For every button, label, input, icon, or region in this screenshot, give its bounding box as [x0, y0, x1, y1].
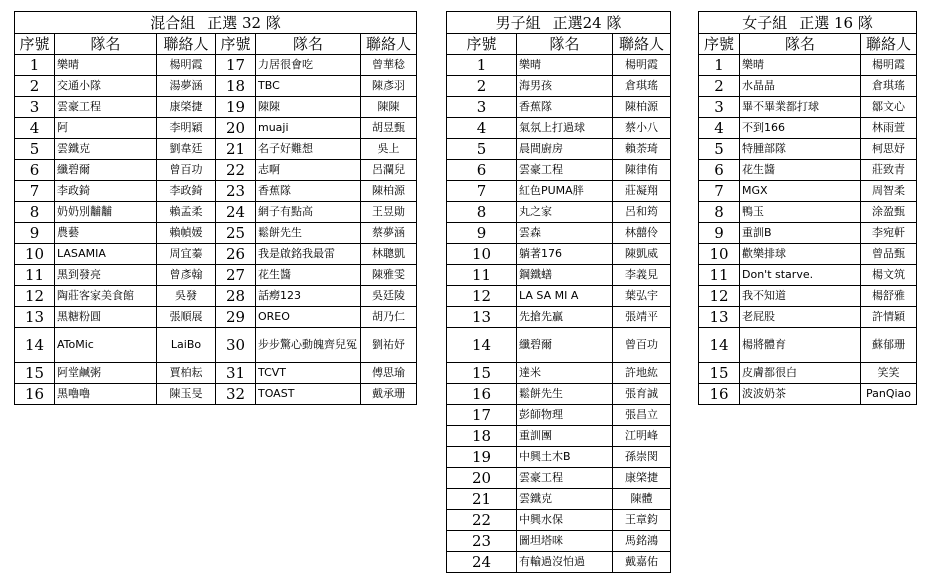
seq-cell: 6	[699, 160, 740, 181]
seq-cell: 23	[447, 531, 517, 552]
men-group-table	[446, 11, 671, 573]
seq-cell: 28	[216, 286, 256, 307]
seq-cell: 13	[699, 307, 740, 328]
team-name-cell: 雲鐵克	[517, 489, 613, 510]
header-seq: 序號	[447, 34, 517, 55]
seq-cell: 14	[699, 328, 740, 363]
table-row	[699, 97, 917, 118]
seq-cell: 20	[447, 468, 517, 489]
table-row	[447, 118, 671, 139]
table-row	[699, 55, 917, 76]
team-name-cell: 黑到發亮	[55, 265, 157, 286]
contact-cell: 陳玉旻	[157, 384, 216, 405]
team-name-cell: 樂晴	[740, 55, 861, 76]
contact-cell: 楊明霞	[861, 55, 917, 76]
seq-cell: 9	[447, 223, 517, 244]
table-row	[447, 139, 671, 160]
header-contact: 聯絡人	[613, 34, 671, 55]
team-name-cell: 阿堂鹹粥	[55, 363, 157, 384]
contact-cell: 周宜蓁	[157, 244, 216, 265]
contact-cell: 柯思妤	[861, 139, 917, 160]
contact-cell: 林雨萱	[861, 118, 917, 139]
contact-cell: 許地紘	[613, 363, 671, 384]
contact-cell: 賴荼琦	[613, 139, 671, 160]
contact-cell: 戴承珊	[361, 384, 417, 405]
seq-cell: 19	[447, 447, 517, 468]
team-name-cell: 陳陳	[256, 97, 361, 118]
seq-cell: 2	[15, 76, 55, 97]
contact-cell: 吳發	[157, 286, 216, 307]
contact-cell: 王昱勛	[361, 202, 417, 223]
contact-cell: 莊凝翔	[613, 181, 671, 202]
table-row	[447, 76, 671, 97]
seq-cell: 15	[447, 363, 517, 384]
seq-cell: 11	[15, 265, 55, 286]
seq-cell: 17	[216, 55, 256, 76]
seq-cell: 12	[699, 286, 740, 307]
team-name-cell: 重訓團	[517, 426, 613, 447]
contact-cell: 李明穎	[157, 118, 216, 139]
contact-cell: 蔡小八	[613, 118, 671, 139]
contact-cell: 戴嘉佑	[613, 552, 671, 573]
team-name-cell: 力居很會吃	[256, 55, 361, 76]
team-name-cell: 樂晴	[517, 55, 613, 76]
contact-cell: 湯夢涵	[157, 76, 216, 97]
seq-cell: 25	[216, 223, 256, 244]
team-name-cell: 纖碧爾	[517, 328, 613, 363]
team-name-cell: 志啊	[256, 160, 361, 181]
table-row	[699, 363, 917, 384]
team-name-cell: 海男孩	[517, 76, 613, 97]
contact-cell: 賴幀媛	[157, 223, 216, 244]
team-name-cell: 圖坦塔咪	[517, 531, 613, 552]
seq-cell: 1	[447, 55, 517, 76]
table-row	[15, 97, 417, 118]
team-name-cell: 雲森	[517, 223, 613, 244]
team-name-cell: 特腫部隊	[740, 139, 861, 160]
table-row	[447, 223, 671, 244]
team-name-cell: 彭師物理	[517, 405, 613, 426]
table-row	[699, 181, 917, 202]
seq-cell: 14	[15, 328, 55, 363]
seq-cell: 13	[447, 307, 517, 328]
team-name-cell: 名子好難想	[256, 139, 361, 160]
table-row	[447, 55, 671, 76]
team-name-cell: 李政錡	[55, 181, 157, 202]
contact-cell: 曾百功	[157, 160, 216, 181]
seq-cell: 1	[15, 55, 55, 76]
team-name-cell: 雲豪工程	[55, 97, 157, 118]
seq-cell: 10	[447, 244, 517, 265]
team-name-cell: 鴨玉	[740, 202, 861, 223]
team-name-cell: 花生醬	[740, 160, 861, 181]
seq-cell: 9	[15, 223, 55, 244]
contact-cell: 倉琪瑤	[861, 76, 917, 97]
seq-cell: 21	[216, 139, 256, 160]
team-name-cell: 我是啟銘我最雷	[256, 244, 361, 265]
contact-cell: 傅思瑜	[361, 363, 417, 384]
contact-cell: 胡乃仁	[361, 307, 417, 328]
table-row	[447, 552, 671, 573]
contact-cell: PanQiao	[861, 384, 917, 405]
seq-cell: 32	[216, 384, 256, 405]
table-row	[447, 489, 671, 510]
seq-cell: 4	[699, 118, 740, 139]
team-name-cell: 香蕉隊	[517, 97, 613, 118]
header-team: 隊名	[55, 34, 157, 55]
contact-cell: 涂盈甄	[861, 202, 917, 223]
team-name-cell: 鬆餅先生	[256, 223, 361, 244]
seq-cell: 8	[447, 202, 517, 223]
team-name-cell: 雲鐵克	[55, 139, 157, 160]
team-name-cell: 先搶先贏	[517, 307, 613, 328]
seq-cell: 24	[447, 552, 517, 573]
contact-cell: 呂瀾兒	[361, 160, 417, 181]
table-row	[15, 76, 417, 97]
contact-cell: 吳上	[361, 139, 417, 160]
table-row	[15, 202, 417, 223]
contact-cell: 劉韋廷	[157, 139, 216, 160]
team-name-cell: MGX	[740, 181, 861, 202]
team-name-cell: 中興土木B	[517, 447, 613, 468]
team-name-cell: 黑嚕嚕	[55, 384, 157, 405]
contact-cell: 楊明霞	[613, 55, 671, 76]
contact-cell: 馬銘鴻	[613, 531, 671, 552]
table-row	[15, 160, 417, 181]
table-row	[15, 118, 417, 139]
seq-cell: 27	[216, 265, 256, 286]
seq-cell: 13	[15, 307, 55, 328]
men-group-title	[447, 12, 671, 34]
team-name-cell: 波波奶茶	[740, 384, 861, 405]
team-name-cell: 畢不畢業都打球	[740, 97, 861, 118]
seq-cell: 3	[15, 97, 55, 118]
mixed-group-table	[14, 11, 417, 405]
table-row	[447, 286, 671, 307]
seq-cell: 10	[15, 244, 55, 265]
contact-cell: 曾百功	[613, 328, 671, 363]
team-name-cell: 步步驚心動魄齊兒冤	[256, 328, 361, 363]
seq-cell: 18	[447, 426, 517, 447]
men-group-name: 男子組	[495, 13, 541, 32]
contact-cell: 王章鈞	[613, 510, 671, 531]
seq-cell: 3	[447, 97, 517, 118]
team-name-cell: 話癆123	[256, 286, 361, 307]
table-row	[699, 307, 917, 328]
contact-cell: 賈柏耘	[157, 363, 216, 384]
team-name-cell: LA SA MI A	[517, 286, 613, 307]
contact-cell: 陳陳	[361, 97, 417, 118]
team-name-cell: 重訓B	[740, 223, 861, 244]
table-row	[699, 76, 917, 97]
table-row	[699, 139, 917, 160]
contact-cell: 蔡夢涵	[361, 223, 417, 244]
team-name-cell: muaji	[256, 118, 361, 139]
team-name-cell: 中興水保	[517, 510, 613, 531]
team-name-cell: 交通小隊	[55, 76, 157, 97]
team-name-cell: 有輸過沒怕過	[517, 552, 613, 573]
seq-cell: 7	[15, 181, 55, 202]
contact-cell: 葉弘宇	[613, 286, 671, 307]
contact-cell: 笑笑	[861, 363, 917, 384]
team-name-cell: TOAST	[256, 384, 361, 405]
contact-cell: 胡昱甄	[361, 118, 417, 139]
header-seq: 序號	[216, 34, 256, 55]
header-seq: 序號	[699, 34, 740, 55]
team-name-cell: 紅色PUMA胖	[517, 181, 613, 202]
table-row	[15, 55, 417, 76]
table-row	[447, 447, 671, 468]
contact-cell: 張順展	[157, 307, 216, 328]
contact-cell: 蘇郁珊	[861, 328, 917, 363]
seq-cell: 7	[699, 181, 740, 202]
seq-cell: 2	[699, 76, 740, 97]
seq-cell: 5	[447, 139, 517, 160]
header-seq: 序號	[15, 34, 55, 55]
mixed-group-name: 混合組	[150, 13, 196, 32]
contact-cell: 楊明霞	[157, 55, 216, 76]
contact-cell: 孫崇閔	[613, 447, 671, 468]
header-team: 隊名	[517, 34, 613, 55]
contact-cell: 李宛軒	[861, 223, 917, 244]
team-name-cell: LASAMIA	[55, 244, 157, 265]
contact-cell: 呂和筠	[613, 202, 671, 223]
contact-cell: 曾彥翰	[157, 265, 216, 286]
team-name-cell: 水晶晶	[740, 76, 861, 97]
team-name-cell: 我不知道	[740, 286, 861, 307]
contact-cell: 陳雅雯	[361, 265, 417, 286]
seq-cell: 20	[216, 118, 256, 139]
team-name-cell: 氣氛上打過球	[517, 118, 613, 139]
seq-cell: 5	[699, 139, 740, 160]
team-name-cell: 雲豪工程	[517, 468, 613, 489]
team-name-cell: 鬆餅先生	[517, 384, 613, 405]
seq-cell: 9	[699, 223, 740, 244]
team-name-cell: 網子有點高	[256, 202, 361, 223]
table-row	[699, 244, 917, 265]
seq-cell: 11	[699, 265, 740, 286]
contact-cell: 倉琪瑤	[613, 76, 671, 97]
seq-cell: 6	[447, 160, 517, 181]
contact-cell: 陳柏源	[361, 181, 417, 202]
contact-cell: 李義見	[613, 265, 671, 286]
seq-cell: 21	[447, 489, 517, 510]
women-group-name: 女子組	[742, 13, 788, 32]
seq-cell: 19	[216, 97, 256, 118]
team-name-cell: TCVT	[256, 363, 361, 384]
seq-cell: 31	[216, 363, 256, 384]
seq-cell: 6	[15, 160, 55, 181]
contact-cell: 莊致青	[861, 160, 917, 181]
seq-cell: 26	[216, 244, 256, 265]
header-team: 隊名	[740, 34, 861, 55]
seq-cell: 22	[447, 510, 517, 531]
team-name-cell: AToMic	[55, 328, 157, 363]
contact-cell: 康棨捷	[157, 97, 216, 118]
contact-cell: 李政錡	[157, 181, 216, 202]
women-group-table	[698, 11, 917, 405]
team-name-cell: OREO	[256, 307, 361, 328]
team-name-cell: 奶奶別黼黼	[55, 202, 157, 223]
table-row	[15, 181, 417, 202]
seq-cell: 3	[699, 97, 740, 118]
seq-cell: 29	[216, 307, 256, 328]
seq-cell: 17	[447, 405, 517, 426]
contact-cell: 曾華稔	[361, 55, 417, 76]
seq-cell: 15	[699, 363, 740, 384]
team-name-cell: 不到166	[740, 118, 861, 139]
team-name-cell: TBC	[256, 76, 361, 97]
contact-cell: 張育誠	[613, 384, 671, 405]
table-row	[15, 384, 417, 405]
contact-cell: 許情穎	[861, 307, 917, 328]
team-name-cell: 雲豪工程	[517, 160, 613, 181]
contact-cell: 陳凱威	[613, 244, 671, 265]
seq-cell: 24	[216, 202, 256, 223]
table-row	[699, 265, 917, 286]
table-row	[15, 265, 417, 286]
seq-cell: 22	[216, 160, 256, 181]
table-row	[15, 223, 417, 244]
seq-cell: 5	[15, 139, 55, 160]
team-name-cell: 花生醬	[256, 265, 361, 286]
table-row	[447, 426, 671, 447]
seq-cell: 12	[15, 286, 55, 307]
contact-cell: 陳律侑	[613, 160, 671, 181]
contact-cell: 張昌立	[613, 405, 671, 426]
team-name-cell: 鋼鐵蟮	[517, 265, 613, 286]
contact-cell: 曾品甄	[861, 244, 917, 265]
contact-cell: 陳柏源	[613, 97, 671, 118]
mixed-group-title	[15, 12, 417, 34]
men-group-quota: 正選24 隊	[552, 13, 622, 32]
table-row	[447, 468, 671, 489]
mixed-group-quota: 正選 32 隊	[207, 13, 281, 32]
table-row	[447, 384, 671, 405]
seq-cell: 14	[447, 328, 517, 363]
table-row	[447, 510, 671, 531]
contact-cell: 劉祐妤	[361, 328, 417, 363]
seq-cell: 12	[447, 286, 517, 307]
contact-cell: 周智柔	[861, 181, 917, 202]
table-row	[15, 363, 417, 384]
team-name-cell: 陶莊客家美食館	[55, 286, 157, 307]
contact-cell: 陳體	[613, 489, 671, 510]
team-name-cell: 黑糖粉圓	[55, 307, 157, 328]
contact-cell: 陳彥羽	[361, 76, 417, 97]
table-row	[15, 286, 417, 307]
table-row	[447, 244, 671, 265]
team-name-cell: Don't starve.	[740, 265, 861, 286]
seq-cell: 23	[216, 181, 256, 202]
team-name-cell: 香蕉隊	[256, 181, 361, 202]
table-row	[699, 223, 917, 244]
team-name-cell: 達米	[517, 363, 613, 384]
seq-cell: 7	[447, 181, 517, 202]
table-row	[699, 384, 917, 405]
contact-cell: 林聰凱	[361, 244, 417, 265]
table-row	[447, 202, 671, 223]
table-row	[699, 118, 917, 139]
table-row	[447, 265, 671, 286]
seq-cell: 16	[699, 384, 740, 405]
table-row	[15, 328, 417, 363]
team-name-cell: 楊將體育	[740, 328, 861, 363]
team-name-cell: 躺著176	[517, 244, 613, 265]
table-row	[15, 244, 417, 265]
table-row	[699, 286, 917, 307]
table-row	[699, 328, 917, 363]
seq-cell: 16	[447, 384, 517, 405]
women-group-quota: 正選 16 隊	[799, 13, 873, 32]
contact-cell: 鄒文心	[861, 97, 917, 118]
table-row	[447, 160, 671, 181]
table-row	[447, 97, 671, 118]
seq-cell: 11	[447, 265, 517, 286]
contact-cell: 張靖平	[613, 307, 671, 328]
table-row	[447, 363, 671, 384]
seq-cell: 4	[15, 118, 55, 139]
table-row	[699, 160, 917, 181]
team-name-cell: 老屁股	[740, 307, 861, 328]
seq-cell: 8	[15, 202, 55, 223]
header-team: 隊名	[256, 34, 361, 55]
seq-cell: 15	[15, 363, 55, 384]
team-name-cell: 皮膚都很白	[740, 363, 861, 384]
table-row	[447, 181, 671, 202]
seq-cell: 4	[447, 118, 517, 139]
table-row	[699, 202, 917, 223]
contact-cell: 江明峰	[613, 426, 671, 447]
seq-cell: 8	[699, 202, 740, 223]
contact-cell: 林囍伶	[613, 223, 671, 244]
contact-cell: 康棨捷	[613, 468, 671, 489]
seq-cell: 18	[216, 76, 256, 97]
contact-cell: 賴孟柔	[157, 202, 216, 223]
table-row	[15, 139, 417, 160]
header-contact: 聯絡人	[861, 34, 917, 55]
table-row	[447, 405, 671, 426]
table-row	[447, 328, 671, 363]
seq-cell: 16	[15, 384, 55, 405]
team-name-cell: 晨間廚房	[517, 139, 613, 160]
team-name-cell: 纖碧爾	[55, 160, 157, 181]
team-name-cell: 樂晴	[55, 55, 157, 76]
header-contact: 聯絡人	[361, 34, 417, 55]
seq-cell: 2	[447, 76, 517, 97]
contact-cell: LaiBo	[157, 328, 216, 363]
team-name-cell: 丸之家	[517, 202, 613, 223]
contact-cell: 吳廷陵	[361, 286, 417, 307]
contact-cell: 楊舒雅	[861, 286, 917, 307]
seq-cell: 30	[216, 328, 256, 363]
women-group-title	[699, 12, 917, 34]
contact-cell: 楊文筑	[861, 265, 917, 286]
team-name-cell: 阿	[55, 118, 157, 139]
table-row	[15, 307, 417, 328]
team-name-cell: 歡樂排球	[740, 244, 861, 265]
seq-cell: 1	[699, 55, 740, 76]
seq-cell: 10	[699, 244, 740, 265]
header-contact: 聯絡人	[157, 34, 216, 55]
table-row	[447, 307, 671, 328]
team-name-cell: 農藝	[55, 223, 157, 244]
table-row	[447, 531, 671, 552]
